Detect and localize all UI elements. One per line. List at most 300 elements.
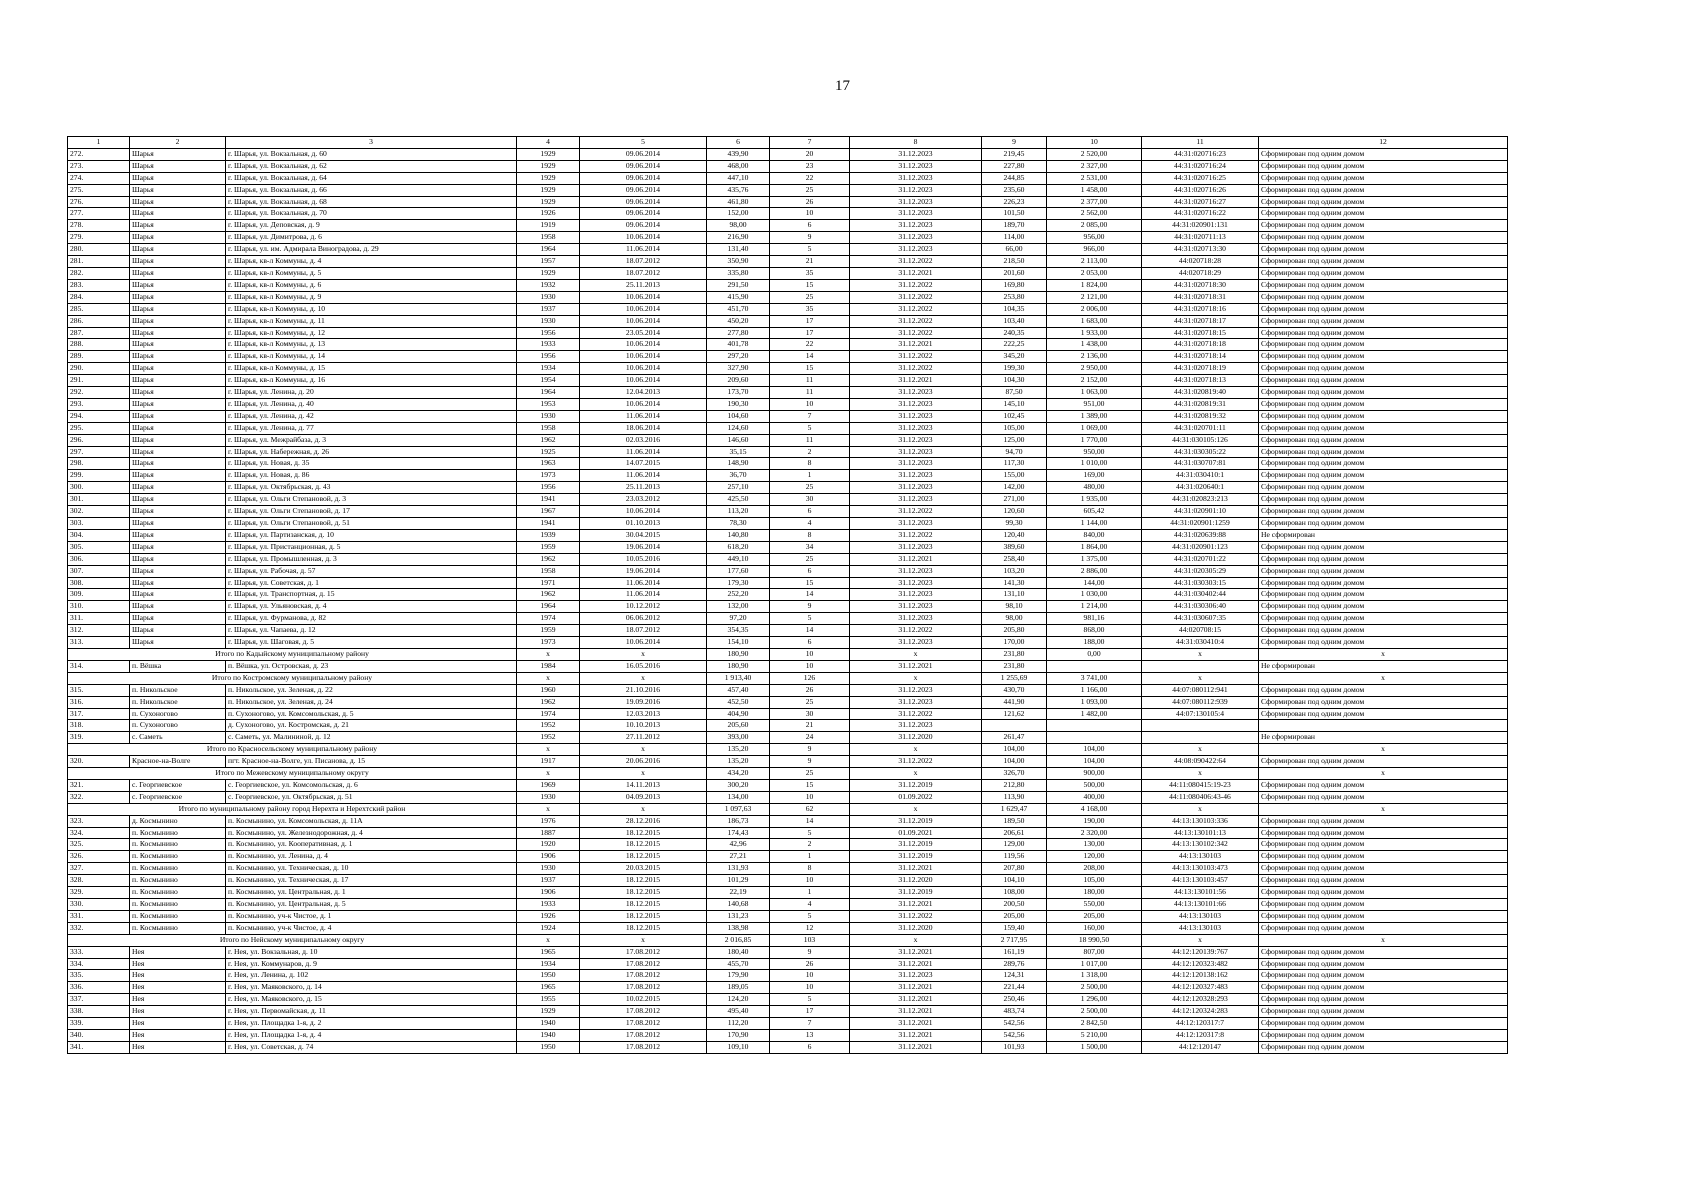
table-cell-col-6: 42,96 — [707, 839, 770, 851]
table-cell-col-7: 14 — [770, 815, 850, 827]
table-cell-col-1: 338. — [68, 1006, 130, 1018]
subtotal-label: Итого по Межевскому муниципальному округу — [68, 768, 517, 780]
table-row — [68, 577, 1508, 589]
column-header-4: 4 — [517, 137, 580, 149]
subtotal-cell: x — [1142, 803, 1259, 815]
table-row — [68, 387, 1508, 399]
table-cell-col-1: 288. — [68, 339, 130, 351]
table-cell-col-4: 1906 — [517, 851, 580, 863]
table-row — [68, 148, 1508, 160]
table-cell-col-4: 1973 — [517, 637, 580, 649]
table-cell-col-9: 114,00 — [982, 232, 1047, 244]
table-cell-col-9: 102,45 — [982, 410, 1047, 422]
table-cell-col-3: п. Космынино, уч-к Чистое, д. 1 — [226, 910, 517, 922]
table-cell-col-11: 44:31:020701:11 — [1142, 422, 1259, 434]
table-cell-col-5: 10.06.2014 — [580, 398, 707, 410]
table-cell-col-9: 124,31 — [982, 970, 1047, 982]
subtotal-cell: x — [580, 648, 707, 660]
table-row — [68, 494, 1508, 506]
table-cell-col-4: 1929 — [517, 160, 580, 172]
table-cell-col-7: 5 — [770, 244, 850, 256]
table-cell-col-2: Шарья — [130, 351, 226, 363]
table-row — [68, 196, 1508, 208]
table-cell-col-11: 44:12:120327:483 — [1142, 982, 1259, 994]
subtotal-label: Итого по Нейскому муниципальному округу — [68, 934, 517, 946]
table-cell-col-2: п. Космынино — [130, 922, 226, 934]
table-cell-col-9: 104,35 — [982, 303, 1047, 315]
table-cell-col-3: г. Шарья, ул. Новая, д. 86 — [226, 470, 517, 482]
table-cell-col-9: 189,50 — [982, 815, 1047, 827]
table-cell-col-10: 1 318,00 — [1047, 970, 1142, 982]
subtotal-cell: x — [1259, 648, 1508, 660]
table-cell-col-9: 105,00 — [982, 422, 1047, 434]
table-row — [68, 922, 1508, 934]
table-cell-col-12: Сформирован под одним домом — [1259, 994, 1508, 1006]
table-cell-col-7: 5 — [770, 910, 850, 922]
table-cell-col-12: Сформирован под одним домом — [1259, 1041, 1508, 1053]
table-cell-col-9: 244,85 — [982, 172, 1047, 184]
table-cell-col-4: 1958 — [517, 232, 580, 244]
table-cell-col-9: 142,00 — [982, 482, 1047, 494]
table-cell-col-1: 280. — [68, 244, 130, 256]
table-cell-col-8: 31.12.2023 — [850, 577, 982, 589]
table-cell-col-12: Сформирован под одним домом — [1259, 779, 1508, 791]
table-cell-col-1: 309. — [68, 589, 130, 601]
table-cell-col-2: Шарья — [130, 625, 226, 637]
table-cell-col-11 — [1142, 720, 1259, 732]
table-cell-col-9: 161,19 — [982, 946, 1047, 958]
table-cell-col-4: 1929 — [517, 184, 580, 196]
table-cell-col-4: 1964 — [517, 387, 580, 399]
table-cell-col-12: Сформирован под одним домом — [1259, 696, 1508, 708]
table-cell-col-7: 22 — [770, 172, 850, 184]
table-cell-col-3: г. Нея, ул. Площадка 1-я, д. 4 — [226, 1029, 517, 1041]
table-cell-col-3: г. Нея, ул. Коммунаров, д. 9 — [226, 958, 517, 970]
table-cell-col-4: 1941 — [517, 494, 580, 506]
table-cell-col-3: п. Космынино, ул. Ленина, д. 4 — [226, 851, 517, 863]
table-cell-col-6: 104,60 — [707, 410, 770, 422]
table-cell-col-1: 277. — [68, 208, 130, 220]
table-cell-col-12: Сформирован под одним домом — [1259, 553, 1508, 565]
table-cell-col-11: 44:07:080112:941 — [1142, 684, 1259, 696]
table-cell-col-7: 5 — [770, 613, 850, 625]
table-cell-col-1: 329. — [68, 887, 130, 899]
table-cell-col-8: 31.12.2023 — [850, 720, 982, 732]
table-cell-col-1: 302. — [68, 506, 130, 518]
table-cell-col-3: г. Шарья, ул. Димитрова, д. 6 — [226, 232, 517, 244]
table-row — [68, 279, 1508, 291]
table-cell-col-8: 31.12.2022 — [850, 625, 982, 637]
table-row — [68, 232, 1508, 244]
table-cell-col-12: Сформирован под одним домом — [1259, 839, 1508, 851]
table-cell-col-2: Шарья — [130, 553, 226, 565]
table-cell-col-8: 31.12.2023 — [850, 232, 982, 244]
table-row — [68, 839, 1508, 851]
subtotal-cell: x — [1259, 803, 1508, 815]
table-cell-col-4: 1974 — [517, 613, 580, 625]
table-cell-col-3: п. Космынино, ул. Кооперативная, д. 1 — [226, 839, 517, 851]
subtotal-cell: 326,70 — [982, 768, 1047, 780]
table-cell-col-1: 274. — [68, 172, 130, 184]
table-cell-col-9: 101,93 — [982, 1041, 1047, 1053]
table-cell-col-8: 31.12.2021 — [850, 1006, 982, 1018]
table-cell-col-3: г. Шарья, ул. Советская, д. 1 — [226, 577, 517, 589]
table-cell-col-9: 121,62 — [982, 708, 1047, 720]
table-cell-col-6: 277,80 — [707, 327, 770, 339]
subtotal-cell: 10 — [770, 648, 850, 660]
table-cell-col-8: 31.12.2021 — [850, 553, 982, 565]
table-cell-col-5: 23.05.2014 — [580, 327, 707, 339]
table-cell-col-2: Шарья — [130, 232, 226, 244]
table-cell-col-1: 331. — [68, 910, 130, 922]
table-cell-col-4: 1930 — [517, 791, 580, 803]
table-cell-col-1: 281. — [68, 256, 130, 268]
table-cell-col-12: Сформирован под одним домом — [1259, 196, 1508, 208]
table-cell-col-11: 44:31:030402:44 — [1142, 589, 1259, 601]
column-header-12: 12 — [1259, 137, 1508, 149]
table-cell-col-6: 109,10 — [707, 1041, 770, 1053]
table-cell-col-3: г. Шарья, кв-л Коммуны, д. 12 — [226, 327, 517, 339]
table-cell-col-10: 5 210,00 — [1047, 1029, 1142, 1041]
table-cell-col-11: 44:11:080415:19-23 — [1142, 779, 1259, 791]
table-cell-col-10: 2 152,00 — [1047, 375, 1142, 387]
table-cell-col-2: Шарья — [130, 267, 226, 279]
table-cell-col-5: 10.06.2014 — [580, 637, 707, 649]
table-cell-col-12: Сформирован под одним домом — [1259, 506, 1508, 518]
table-row — [68, 220, 1508, 232]
table-cell-col-10: 1 824,00 — [1047, 279, 1142, 291]
table-cell-col-1: 291. — [68, 375, 130, 387]
table-cell-col-9: 441,90 — [982, 696, 1047, 708]
table-cell-col-5: 10.06.2014 — [580, 363, 707, 375]
column-header-8: 8 — [850, 137, 982, 149]
table-cell-col-7: 1 — [770, 887, 850, 899]
table-cell-col-10: 2 136,00 — [1047, 351, 1142, 363]
table-cell-col-5: 18.12.2015 — [580, 851, 707, 863]
table-cell-col-10: 956,00 — [1047, 232, 1142, 244]
table-cell-col-8: 31.12.2023 — [850, 422, 982, 434]
table-cell-col-10: 2 327,00 — [1047, 160, 1142, 172]
table-cell-col-8: 31.12.2023 — [850, 184, 982, 196]
table-row — [68, 982, 1508, 994]
table-cell-col-3: п. Космынино, ул. Центральная, д. 5 — [226, 899, 517, 911]
subtotal-cell: x — [580, 934, 707, 946]
table-cell-col-10: 105,00 — [1047, 875, 1142, 887]
table-cell-col-10: 400,00 — [1047, 791, 1142, 803]
table-cell-col-8: 31.12.2023 — [850, 220, 982, 232]
table-cell-col-12: Сформирован под одним домом — [1259, 946, 1508, 958]
table-cell-col-8: 31.12.2020 — [850, 922, 982, 934]
table-cell-col-6: 78,30 — [707, 518, 770, 530]
table-cell-col-9: 235,60 — [982, 184, 1047, 196]
housing-register-table — [67, 136, 1508, 1054]
table-cell-col-1: 286. — [68, 315, 130, 327]
table-cell-col-7: 10 — [770, 875, 850, 887]
subtotal-cell: x — [580, 744, 707, 756]
table-cell-col-11: 44:12:120324:283 — [1142, 1006, 1259, 1018]
subtotal-label: Итого по Костромскому муниципальному району — [68, 672, 517, 684]
table-cell-col-4: 1954 — [517, 375, 580, 387]
subtotal-cell: 104,00 — [1047, 744, 1142, 756]
table-cell-col-2: Шарья — [130, 339, 226, 351]
table-cell-col-11: 44:31:020819:32 — [1142, 410, 1259, 422]
table-cell-col-6: 180,40 — [707, 946, 770, 958]
table-cell-col-4: 1906 — [517, 887, 580, 899]
table-row — [68, 422, 1508, 434]
table-cell-col-3: г. Нея, ул. Площадка 1-я, д. 2 — [226, 1018, 517, 1030]
table-cell-col-5: 10.06.2014 — [580, 506, 707, 518]
table-cell-col-5: 10.05.2016 — [580, 553, 707, 565]
table-cell-col-4: 1950 — [517, 1041, 580, 1053]
table-cell-col-6: 146,60 — [707, 434, 770, 446]
table-cell-col-5: 21.10.2016 — [580, 684, 707, 696]
table-cell-col-5: 04.09.2013 — [580, 791, 707, 803]
table-cell-col-2: Шарья — [130, 172, 226, 184]
table-cell-col-7: 21 — [770, 256, 850, 268]
table-cell-col-11: 44:31:020716:24 — [1142, 160, 1259, 172]
column-header-5: 5 — [580, 137, 707, 149]
table-cell-col-11: 44:31:020718:17 — [1142, 315, 1259, 327]
table-cell-col-3: г. Шарья, ул. Ленина, д. 77 — [226, 422, 517, 434]
table-cell-col-2: Шарья — [130, 220, 226, 232]
table-cell-col-10: 1 093,00 — [1047, 696, 1142, 708]
table-cell-col-12: Сформирован под одним домом — [1259, 375, 1508, 387]
table-cell-col-10: 2 085,00 — [1047, 220, 1142, 232]
table-cell-col-2: Шарья — [130, 398, 226, 410]
table-cell-col-8: 31.12.2021 — [850, 339, 982, 351]
table-cell-col-10: 1 030,00 — [1047, 589, 1142, 601]
table-cell-col-9: 189,70 — [982, 220, 1047, 232]
table-cell-col-9: 212,80 — [982, 779, 1047, 791]
table-row — [68, 625, 1508, 637]
table-cell-col-9: 104,00 — [982, 756, 1047, 768]
table-cell-col-10: 966,00 — [1047, 244, 1142, 256]
table-cell-col-9: 104,30 — [982, 375, 1047, 387]
table-cell-col-6: 439,90 — [707, 148, 770, 160]
table-cell-col-11: 44:31:020901:131 — [1142, 220, 1259, 232]
table-cell-col-3: г. Шарья, ул. Партизанская, д. 10 — [226, 529, 517, 541]
table-cell-col-2: п. Вёшка — [130, 660, 226, 672]
table-cell-col-12: Сформирован под одним домом — [1259, 1006, 1508, 1018]
subtotal-cell: 0,00 — [1047, 648, 1142, 660]
table-row — [68, 256, 1508, 268]
table-cell-col-12: Сформирован под одним домом — [1259, 172, 1508, 184]
table-cell-col-12: Сформирован под одним домом — [1259, 363, 1508, 375]
table-cell-col-7: 1 — [770, 851, 850, 863]
column-header-9: 9 — [982, 137, 1047, 149]
table-cell-col-3: п. Сухоногово, ул. Комсомольская, д. 5 — [226, 708, 517, 720]
subtotal-cell: x — [1142, 768, 1259, 780]
table-cell-col-7: 25 — [770, 553, 850, 565]
table-row — [68, 398, 1508, 410]
table-cell-col-8: 31.12.2023 — [850, 446, 982, 458]
table-cell-col-4: 1924 — [517, 922, 580, 934]
table-cell-col-11: 44:13:130103 — [1142, 922, 1259, 934]
table-cell-col-7: 26 — [770, 196, 850, 208]
table-cell-col-10: 605,42 — [1047, 506, 1142, 518]
column-header-3: 3 — [226, 137, 517, 149]
table-cell-col-11: 44:31:030410:1 — [1142, 470, 1259, 482]
table-cell-col-2: Шарья — [130, 160, 226, 172]
table-cell-col-9: 261,47 — [982, 732, 1047, 744]
table-row — [68, 529, 1508, 541]
table-cell-col-4: 1957 — [517, 256, 580, 268]
table-cell-col-12: Не сформирован — [1259, 732, 1508, 744]
table-cell-col-3: г. Шарья, кв-л Коммуны, д. 15 — [226, 363, 517, 375]
table-cell-col-5: 11.06.2014 — [580, 244, 707, 256]
table-row — [68, 553, 1508, 565]
table-row — [68, 660, 1508, 672]
table-cell-col-8: 31.12.2023 — [850, 541, 982, 553]
table-cell-col-6: 257,10 — [707, 482, 770, 494]
table-cell-col-10: 480,00 — [1047, 482, 1142, 494]
table-cell-col-4: 1920 — [517, 839, 580, 851]
table-cell-col-1: 341. — [68, 1041, 130, 1053]
table-cell-col-3: д. Сухоногово, ул. Костромская, д. 21 — [226, 720, 517, 732]
table-cell-col-6: 209,60 — [707, 375, 770, 387]
table-cell-col-3: г. Шарья, ул. Ольги Степановой, д. 51 — [226, 518, 517, 530]
table-cell-col-7: 9 — [770, 946, 850, 958]
table-cell-col-11: 44:31:020901:10 — [1142, 506, 1259, 518]
table-cell-col-7: 26 — [770, 684, 850, 696]
table-cell-col-1: 284. — [68, 291, 130, 303]
table-cell-col-2: Шарья — [130, 184, 226, 196]
table-cell-col-9: 159,40 — [982, 922, 1047, 934]
table-cell-col-8: 31.12.2022 — [850, 708, 982, 720]
table-cell-col-10: 104,00 — [1047, 756, 1142, 768]
table-cell-col-6: 131,93 — [707, 863, 770, 875]
table-cell-col-9: 98,00 — [982, 613, 1047, 625]
table-cell-col-8: 31.12.2021 — [850, 946, 982, 958]
table-cell-col-9: 200,50 — [982, 899, 1047, 911]
subtotal-cell: x — [517, 648, 580, 660]
table-cell-col-5: 23.03.2012 — [580, 494, 707, 506]
table-cell-col-1: 294. — [68, 410, 130, 422]
subtotal-cell: x — [580, 672, 707, 684]
table-cell-col-9: 141,30 — [982, 577, 1047, 589]
table-cell-col-9: 199,30 — [982, 363, 1047, 375]
table-cell-col-9: 205,00 — [982, 910, 1047, 922]
table-cell-col-3: г. Шарья, кв-л Коммуны, д. 13 — [226, 339, 517, 351]
table-cell-col-6: 450,20 — [707, 315, 770, 327]
table-cell-col-5: 10.06.2014 — [580, 232, 707, 244]
table-cell-col-10: 950,00 — [1047, 446, 1142, 458]
table-cell-col-1: 299. — [68, 470, 130, 482]
table-cell-col-8: 31.12.2022 — [850, 910, 982, 922]
table-cell-col-9: 113,90 — [982, 791, 1047, 803]
subtotal-row — [68, 648, 1508, 660]
table-cell-col-4: 1940 — [517, 1029, 580, 1041]
table-cell-col-9: 430,70 — [982, 684, 1047, 696]
subtotal-row — [68, 768, 1508, 780]
table-cell-col-9: 207,80 — [982, 863, 1047, 875]
table-cell-col-2: Шарья — [130, 518, 226, 530]
table-row — [68, 779, 1508, 791]
table-cell-col-6: 452,50 — [707, 696, 770, 708]
table-cell-col-4: 1929 — [517, 196, 580, 208]
table-cell-col-11: 44:12:120138:162 — [1142, 970, 1259, 982]
table-cell-col-1: 314. — [68, 660, 130, 672]
table-cell-col-6: 205,60 — [707, 720, 770, 732]
table-cell-col-3: г. Нея, ул. Маяковского, д. 15 — [226, 994, 517, 1006]
table-cell-col-6: 27,21 — [707, 851, 770, 863]
table-cell-col-12: Сформирован под одним домом — [1259, 1029, 1508, 1041]
table-cell-col-4: 1887 — [517, 827, 580, 839]
table-cell-col-9: 389,60 — [982, 541, 1047, 553]
table-cell-col-4: 1934 — [517, 363, 580, 375]
table-cell-col-10: 2 950,00 — [1047, 363, 1142, 375]
table-cell-col-7: 9 — [770, 232, 850, 244]
table-cell-col-2: Шарья — [130, 458, 226, 470]
table-cell-col-8: 31.12.2023 — [850, 565, 982, 577]
table-cell-col-7: 7 — [770, 1018, 850, 1030]
table-cell-col-6: 415,90 — [707, 291, 770, 303]
table-cell-col-9: 120,60 — [982, 506, 1047, 518]
table-cell-col-1: 285. — [68, 303, 130, 315]
table-cell-col-11: 44:13:130101:13 — [1142, 827, 1259, 839]
table-cell-col-4: 1965 — [517, 946, 580, 958]
table-cell-col-6: 177,60 — [707, 565, 770, 577]
table-cell-col-10: 2 500,00 — [1047, 1006, 1142, 1018]
table-row — [68, 160, 1508, 172]
table-cell-col-10: 1 166,00 — [1047, 684, 1142, 696]
table-cell-col-9: 104,10 — [982, 875, 1047, 887]
table-cell-col-11: 44:31:020639:88 — [1142, 529, 1259, 541]
table-cell-col-4: 1929 — [517, 172, 580, 184]
table-cell-col-7: 21 — [770, 720, 850, 732]
table-cell-col-7: 11 — [770, 375, 850, 387]
table-cell-col-7: 30 — [770, 708, 850, 720]
table-row — [68, 994, 1508, 1006]
table-row — [68, 899, 1508, 911]
table-cell-col-5: 19.09.2016 — [580, 696, 707, 708]
table-cell-col-4: 1962 — [517, 434, 580, 446]
table-cell-col-2: Шарья — [130, 506, 226, 518]
table-cell-col-2: Шарья — [130, 589, 226, 601]
table-cell-col-2: Шарья — [130, 577, 226, 589]
table-cell-col-8: 01.09.2022 — [850, 791, 982, 803]
table-cell-col-4: 1956 — [517, 482, 580, 494]
table-row — [68, 1029, 1508, 1041]
table-cell-col-7: 10 — [770, 791, 850, 803]
table-cell-col-3: г. Шарья, ул. Октябрьская, д. 43 — [226, 482, 517, 494]
table-cell-col-11: 44:13:130103:473 — [1142, 863, 1259, 875]
table-cell-col-12: Сформирован под одним домом — [1259, 220, 1508, 232]
table-cell-col-1: 295. — [68, 422, 130, 434]
table-cell-col-8: 31.12.2021 — [850, 267, 982, 279]
table-cell-col-11: 44:12:120317:7 — [1142, 1018, 1259, 1030]
table-cell-col-5: 19.06.2014 — [580, 541, 707, 553]
register-body — [68, 148, 1508, 1053]
table-cell-col-9 — [982, 720, 1047, 732]
table-cell-col-12: Сформирован под одним домом — [1259, 851, 1508, 863]
table-cell-col-1: 328. — [68, 875, 130, 887]
table-cell-col-10: 2 500,00 — [1047, 982, 1142, 994]
table-cell-col-9: 221,44 — [982, 982, 1047, 994]
table-cell-col-11: 44:31:020718:18 — [1142, 339, 1259, 351]
table-cell-col-12: Сформирован под одним домом — [1259, 148, 1508, 160]
table-cell-col-7: 8 — [770, 458, 850, 470]
table-cell-col-8: 31.12.2019 — [850, 779, 982, 791]
table-cell-col-8: 31.12.2023 — [850, 684, 982, 696]
table-cell-col-2: п. Космынино — [130, 863, 226, 875]
table-cell-col-2: Шарья — [130, 244, 226, 256]
table-cell-col-6: 300,20 — [707, 779, 770, 791]
table-cell-col-5: 10.12.2012 — [580, 601, 707, 613]
table-cell-col-11: 44:31:030305:22 — [1142, 446, 1259, 458]
table-cell-col-11: 44:31:020713:30 — [1142, 244, 1259, 256]
subtotal-cell: 2 016,85 — [707, 934, 770, 946]
